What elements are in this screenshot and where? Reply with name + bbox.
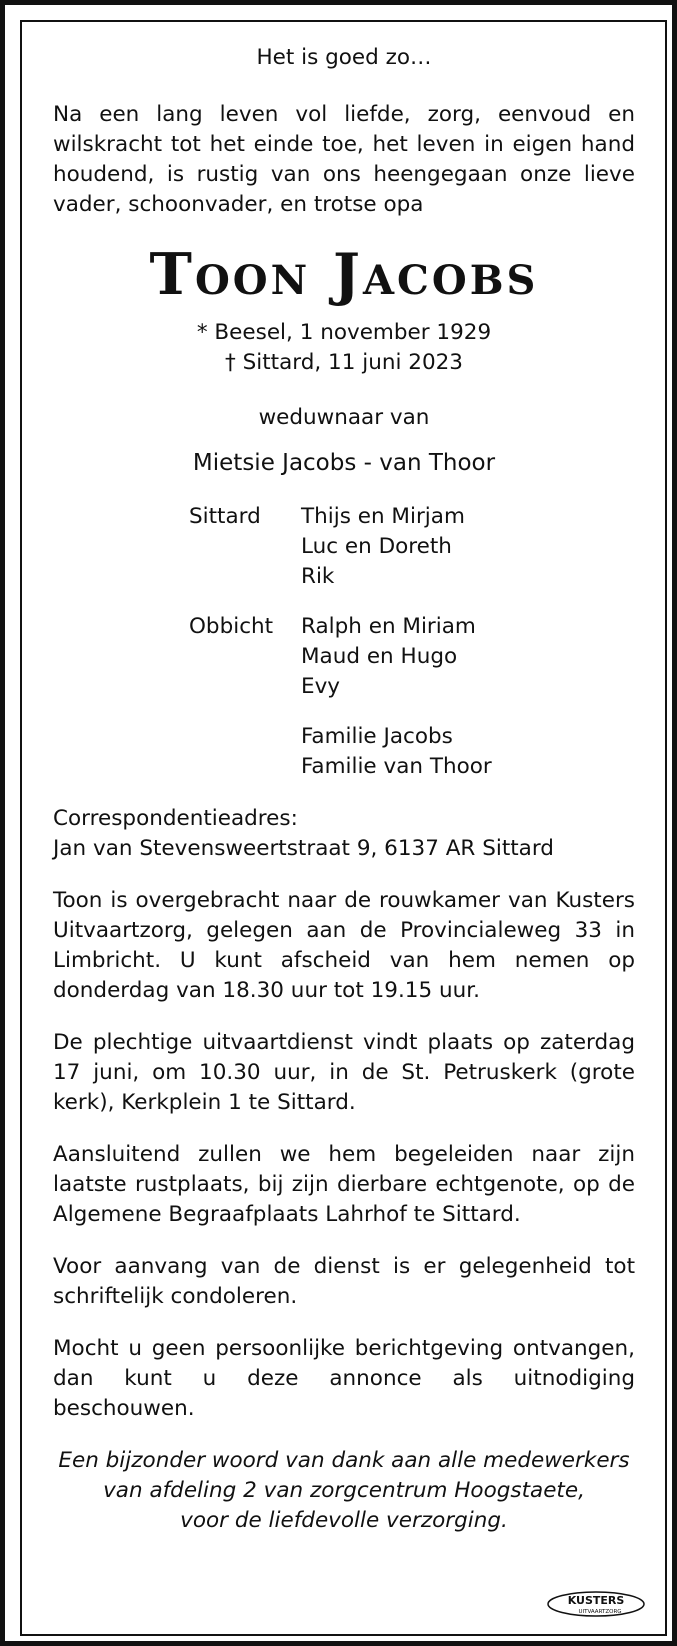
family-member: Ralph en Miriam bbox=[301, 614, 476, 639]
family-group-sittard bbox=[189, 502, 635, 592]
thanks-line: Een bijzonder woord van dank aan alle medewerkers bbox=[58, 1448, 630, 1473]
widower-label: weduwnaar van bbox=[258, 405, 430, 430]
correspondence-block bbox=[53, 804, 635, 864]
condolence-paragraph: Voor aanvang van de dienst is er gelegenheid tot schriftelijk condoleren. bbox=[53, 1254, 635, 1309]
correspondence-label: Correspondentieadres: bbox=[53, 806, 298, 831]
kusters-logo bbox=[546, 1589, 646, 1619]
family-place: Obbicht bbox=[189, 614, 274, 639]
kusters-logo-icon bbox=[546, 1589, 646, 1619]
invitation-paragraph: Mocht u geen persoonlijke berichtgeving ontvangen, dan kunt u deze annonce als uitnodiging beschouwen. bbox=[53, 1336, 635, 1421]
family-list bbox=[189, 502, 635, 782]
service-paragraph: De plechtige uitvaartdienst vindt plaats op zaterdag 17 juni, om 10.30 uur, in de St. Petruskerk (grote kerk), Kerkplein 1 te Sittard. bbox=[53, 1030, 635, 1115]
intro-paragraph: Na een lang leven vol liefde, zorg, eenvoud en wilskracht tot het einde toe, het leven in eigen hand houdend, is rustig van ons heengegaan onze lieve vader, schoonvader, en trotse opa bbox=[53, 102, 635, 217]
obituary-content bbox=[53, 43, 635, 1536]
opening-line: Het is goed zo… bbox=[256, 45, 432, 70]
birth-line: * Beesel, 1 november 1929 bbox=[196, 320, 492, 345]
family-extra-line: Familie Jacobs bbox=[301, 724, 453, 749]
logo-brand: KUSTERS bbox=[567, 1594, 625, 1607]
family-member: Thijs en Mirjam bbox=[301, 504, 465, 529]
family-extra bbox=[301, 722, 635, 782]
family-member: Rik bbox=[301, 564, 335, 589]
thanks-line: van afdeling 2 van zorgcentrum Hoogstaete, bbox=[103, 1478, 585, 1503]
family-names bbox=[301, 502, 465, 592]
death-line: † Sittard, 11 juni 2023 bbox=[225, 350, 463, 375]
family-member: Maud en Hugo bbox=[301, 644, 458, 669]
family-place: Sittard bbox=[189, 504, 261, 529]
thanks-line: voor de liefdevolle verzorging. bbox=[180, 1508, 508, 1533]
family-names bbox=[301, 612, 476, 702]
viewing-paragraph: Toon is overgebracht naar de rouwkamer van Kusters Uitvaartzorg, gelegen aan de Provincialeweg 33 in Limbricht. U kunt afscheid van hem nemen op donderdag van 18.30 uur tot 19.15 uur. bbox=[53, 888, 635, 1003]
family-extra-line: Familie van Thoor bbox=[301, 754, 492, 779]
family-member: Evy bbox=[301, 674, 341, 699]
thanks-note bbox=[53, 1446, 635, 1536]
deceased-name: Toon Jacobs bbox=[149, 241, 539, 308]
correspondence-address: Jan van Stevensweertstraat 9, 6137 AR Sittard bbox=[53, 836, 554, 861]
logo-sub: UITVAARTZORG bbox=[578, 1609, 622, 1615]
burial-paragraph: Aansluitend zullen we hem begeleiden naar zijn laatste rustplaats, bij zijn dierbare echtgenote, op de Algemene Begraafplaats Lahrhof te Sittard. bbox=[53, 1142, 635, 1227]
family-group-obbicht bbox=[189, 612, 635, 702]
spouse-name: Mietsie Jacobs - van Thoor bbox=[192, 450, 496, 476]
family-member: Luc en Doreth bbox=[301, 534, 452, 559]
